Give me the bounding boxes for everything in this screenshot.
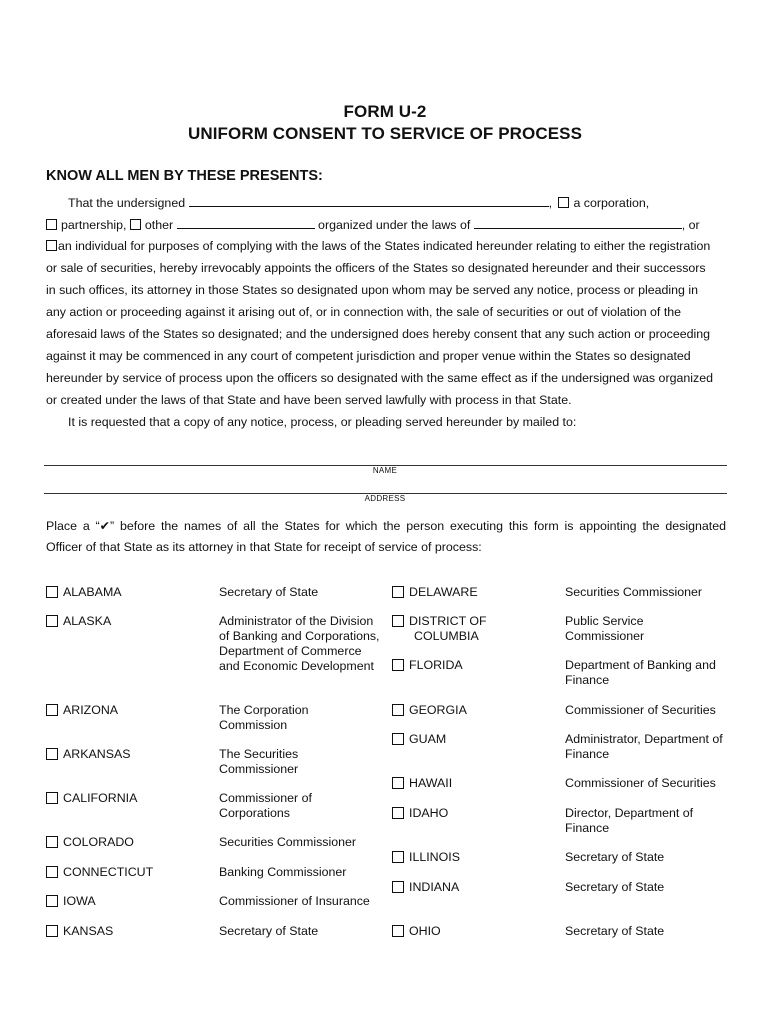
state-colorado: COLORADO — [46, 835, 134, 850]
state-checkbox[interactable] — [46, 704, 58, 716]
official-iowa: Commissioner of Insurance — [219, 894, 370, 908]
undersigned-name-field[interactable] — [189, 195, 549, 207]
state-checkbox[interactable] — [46, 866, 58, 878]
state-district-of-columbia-line2: COLUMBIA — [414, 629, 479, 643]
name-label: NAME — [372, 466, 398, 475]
or-label: , or — [681, 218, 700, 232]
form-heading: KNOW ALL MEN BY THESE PRESENTS: — [46, 168, 323, 184]
official-colorado: Securities Commissioner — [219, 835, 357, 849]
state-delaware: DELAWARE — [392, 585, 478, 600]
other-label: other — [144, 218, 174, 232]
state-georgia: GEORGIA — [392, 703, 467, 718]
state-illinois: ILLINOIS — [392, 850, 460, 865]
state-iowa: IOWA — [46, 894, 96, 909]
official-georgia: Commissioner of Securities — [565, 703, 716, 717]
state-checkbox[interactable] — [46, 586, 58, 598]
state-california: CALIFORNIA — [46, 791, 137, 806]
state-checkbox[interactable] — [46, 895, 58, 907]
official-delaware: Securities Commissioner — [565, 585, 703, 599]
state-checkbox[interactable] — [392, 925, 404, 937]
undersigned-line — [68, 195, 649, 211]
official-idaho: Director, Department of Finance — [565, 806, 694, 835]
state-checkbox[interactable] — [392, 704, 404, 716]
entity-type-line — [46, 217, 700, 233]
official-guam: Administrator, Department of Finance — [565, 732, 723, 761]
consent-text-line5: in such offices, its attorney in those States so designated upon whom may be served any notice, process or pleading in — [46, 283, 699, 297]
official-hawaii: Commissioner of Securities — [565, 776, 716, 790]
state-alabama: ALABAMA — [46, 585, 122, 600]
state-kansas: KANSAS — [46, 924, 113, 939]
consent-text-line3: an individual for purposes of complying with the laws of the States indicated hereunder relating to either the registration — [58, 239, 711, 253]
state-checkbox[interactable] — [392, 615, 404, 627]
consent-text-line7: aforesaid laws of the States so designated; and the undersigned does hereby consent that any such action or proceeding — [46, 327, 711, 341]
consent-text-line9: hereunder by service of process upon the officers so designated with the same effect as if the undersigned was organized — [46, 371, 713, 385]
state-checkbox[interactable] — [392, 807, 404, 819]
state-idaho: IDAHO — [392, 806, 448, 821]
official-arkansas: The Securities Commissioner — [219, 747, 299, 776]
official-ohio: Secretary of State — [565, 924, 665, 938]
state-checkbox[interactable] — [46, 748, 58, 760]
other-entity-field[interactable] — [177, 217, 315, 229]
state-ohio: OHIO — [392, 924, 441, 939]
partnership-checkbox[interactable] — [46, 219, 57, 230]
official-arizona: The Corporation Commission — [219, 703, 309, 732]
comma: , — [548, 196, 553, 210]
state-guam: GUAM — [392, 732, 446, 747]
official-california: Commissioner of Corporations — [219, 791, 312, 820]
individual-line — [46, 239, 710, 254]
consent-text-line8: against it may be commenced in any court of competent jurisdiction and proper venue within the States so designated — [46, 349, 691, 363]
state-hawaii: HAWAII — [392, 776, 452, 791]
form-number: FORM U-2 — [343, 102, 427, 121]
corporation-label: a corporation, — [573, 196, 650, 210]
consent-text-line6: any action or proceeding against it arising out of, or in connection with, the sale of securities or out of violation of the — [46, 305, 682, 319]
state-florida: FLORIDA — [392, 658, 463, 673]
state-checkbox[interactable] — [46, 792, 58, 804]
individual-checkbox[interactable] — [46, 240, 57, 251]
state-district-of-columbia: DISTRICT OF — [392, 614, 487, 629]
official-indiana: Secretary of State — [565, 880, 665, 894]
state-arizona: ARIZONA — [46, 703, 118, 718]
official-district-of-columbia: Public Service Commissioner — [565, 614, 645, 643]
state-checkbox[interactable] — [392, 881, 404, 893]
official-illinois: Secretary of State — [565, 850, 665, 864]
state-indiana: INDIANA — [392, 880, 459, 895]
state-checkbox[interactable] — [392, 586, 404, 598]
state-checkbox[interactable] — [392, 777, 404, 789]
state-alaska: ALASKA — [46, 614, 111, 629]
state-checkbox[interactable] — [46, 925, 58, 937]
consent-text-line10: or created under the laws of that State and have been served lawfully with process in that State. — [46, 393, 572, 407]
instructions-line2: Officer of that State as its attorney in that State for receipt of service of process: — [46, 540, 482, 554]
jurisdiction-field[interactable] — [474, 217, 682, 229]
official-alabama: Secretary of State — [219, 585, 319, 599]
state-checkbox[interactable] — [392, 851, 404, 863]
official-alaska: Administrator of the Division of Banking and Corporations, Department of Commerce and Economic Development — [219, 614, 380, 673]
state-connecticut: CONNECTICUT — [46, 865, 153, 880]
state-arkansas: ARKANSAS — [46, 747, 130, 762]
address-label: ADDRESS — [364, 494, 406, 503]
state-checkbox[interactable] — [392, 733, 404, 745]
official-florida: Department of Banking and Finance — [565, 658, 716, 687]
organized-label: organized under the laws of — [318, 218, 471, 232]
undersigned-label: That the undersigned — [68, 196, 186, 210]
mailing-request-text: It is requested that a copy of any notice, process, or pleading served hereunder by mailed to: — [68, 415, 577, 429]
state-checkbox[interactable] — [46, 615, 58, 627]
state-checkbox[interactable] — [46, 836, 58, 848]
official-kansas: Secretary of State — [219, 924, 319, 938]
official-connecticut: Banking Commissioner — [219, 865, 347, 879]
instructions-line1: Place a “✔” before the names of all the States for which the person executing this form is appointing the designated — [46, 519, 726, 533]
other-checkbox[interactable] — [130, 219, 141, 230]
corporation-checkbox[interactable] — [558, 197, 569, 208]
form-title: UNIFORM CONSENT TO SERVICE OF PROCESS — [187, 124, 583, 143]
state-checkbox[interactable] — [392, 659, 404, 671]
partnership-label: partnership, — [61, 218, 127, 232]
consent-text-line4: or sale of securities, hereby irrevocably appoints the officers of the States so designated hereunder and their successors — [46, 261, 706, 275]
